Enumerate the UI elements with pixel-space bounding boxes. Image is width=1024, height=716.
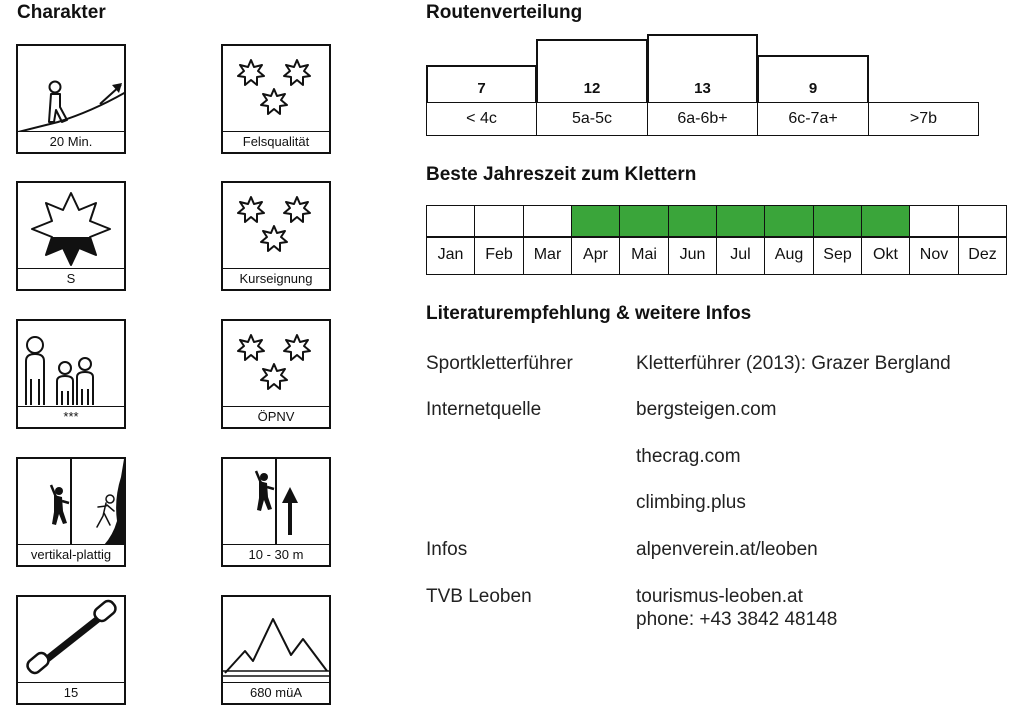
public-transport-tile bbox=[221, 319, 331, 429]
quickdraw-tile bbox=[16, 595, 126, 705]
route-bar-value: 13 bbox=[694, 80, 711, 97]
route-grade-label: 6a-6b+ bbox=[647, 102, 758, 136]
season-cell bbox=[668, 205, 717, 237]
month-label: Aug bbox=[764, 237, 814, 275]
month-label: Jul bbox=[716, 237, 765, 275]
season-cell bbox=[426, 205, 475, 237]
season-heading: Beste Jahreszeit zum Klettern bbox=[426, 164, 697, 185]
sun-exposure-compass-icon bbox=[18, 183, 124, 269]
route-bar bbox=[536, 39, 648, 102]
info-label: TVB Leoben bbox=[426, 586, 532, 607]
info-link[interactable]: bergsteigen.com bbox=[636, 399, 777, 420]
approach-hiker-icon bbox=[18, 46, 124, 132]
info-label: Sportkletterführer bbox=[426, 353, 573, 374]
route-length-tile bbox=[221, 457, 331, 567]
month-label: Jan bbox=[426, 237, 475, 275]
route-grade-label: < 4c bbox=[426, 102, 537, 136]
tile-caption: Kurseignung bbox=[223, 268, 329, 289]
info-label: Internetquelle bbox=[426, 399, 542, 420]
season-cell bbox=[764, 205, 814, 237]
info-link[interactable]: tourismus-leoben.at bbox=[636, 586, 803, 607]
tile-caption: 20 Min. bbox=[18, 131, 124, 152]
season-cell bbox=[474, 205, 524, 237]
tile-caption: Felsqualität bbox=[223, 131, 329, 152]
charakter-heading: Charakter bbox=[17, 2, 106, 23]
public-transport-stars-icon bbox=[223, 321, 329, 407]
month-label: Dez bbox=[958, 237, 1007, 275]
month-label: Nov bbox=[909, 237, 959, 275]
season-cell bbox=[909, 205, 959, 237]
course-suitability-stars-icon bbox=[223, 183, 329, 269]
route-bar bbox=[647, 34, 758, 102]
tile-caption: S bbox=[18, 268, 124, 289]
rock-quality-tile bbox=[221, 44, 331, 154]
route-bar bbox=[426, 65, 537, 102]
wall-angle-climbers-icon bbox=[18, 459, 124, 545]
tile-caption: ÖPNV bbox=[223, 406, 329, 427]
season-cell bbox=[571, 205, 620, 237]
season-cell bbox=[813, 205, 862, 237]
season-cell bbox=[958, 205, 1007, 237]
month-label: Mar bbox=[523, 237, 572, 275]
exposure-tile bbox=[16, 181, 126, 291]
month-label: Apr bbox=[571, 237, 620, 275]
info-link[interactable]: alpenverein.at/leoben bbox=[636, 539, 818, 560]
season-cell bbox=[861, 205, 910, 237]
route-length-arrow-icon bbox=[223, 459, 329, 545]
route-grade-label: 6c-7a+ bbox=[757, 102, 869, 136]
season-cell bbox=[716, 205, 765, 237]
rock-quality-stars-icon bbox=[223, 46, 329, 132]
info-link[interactable]: thecrag.com bbox=[636, 446, 741, 467]
course-suitability-tile bbox=[221, 181, 331, 291]
tile-caption: 10 - 30 m bbox=[223, 544, 329, 565]
family-friendliness-icon bbox=[18, 321, 124, 407]
tile-caption: 15 bbox=[18, 682, 124, 703]
phone-number: phone: +43 3842 48148 bbox=[636, 609, 838, 630]
route-bar-value: 9 bbox=[808, 80, 818, 97]
route-grade-label: 5a-5c bbox=[536, 102, 648, 136]
tile-caption: *** bbox=[18, 406, 124, 427]
tile-caption: vertikal-plattig bbox=[18, 544, 124, 565]
approach-tile bbox=[16, 44, 126, 154]
month-label: Mai bbox=[619, 237, 669, 275]
month-label: Feb bbox=[474, 237, 524, 275]
route-bar-value: 7 bbox=[477, 80, 486, 97]
route-distribution-heading: Routenverteilung bbox=[426, 2, 583, 23]
wall-angle-tile bbox=[16, 457, 126, 567]
info-label: Infos bbox=[426, 539, 468, 560]
month-label: Okt bbox=[861, 237, 910, 275]
route-bar-value: 12 bbox=[583, 80, 601, 97]
altitude-tile bbox=[221, 595, 331, 705]
literature-heading: Literaturempfehlung & weitere Infos bbox=[426, 303, 752, 324]
quickdraw-icon bbox=[18, 597, 124, 683]
season-cell bbox=[619, 205, 669, 237]
mountain-altitude-icon bbox=[223, 597, 329, 683]
season-cell bbox=[523, 205, 572, 237]
month-label: Sep bbox=[813, 237, 862, 275]
info-link[interactable]: climbing.plus bbox=[636, 492, 746, 513]
route-bar bbox=[757, 55, 869, 102]
info-value: Kletterführer (2013): Grazer Bergland bbox=[636, 353, 951, 374]
family-tile bbox=[16, 319, 126, 429]
route-grade-label: >7b bbox=[868, 102, 979, 136]
tile-caption: 680 müA bbox=[223, 682, 329, 703]
month-label: Jun bbox=[668, 237, 717, 275]
